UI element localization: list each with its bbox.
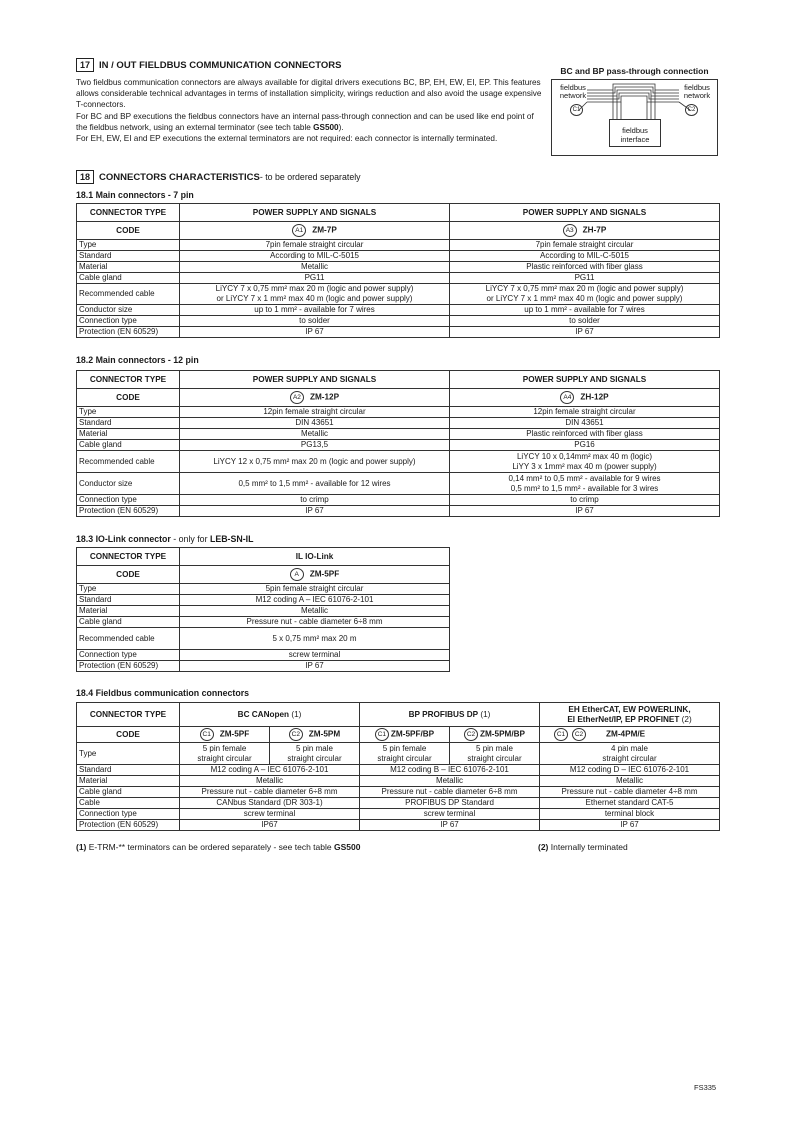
code-cell — [540, 727, 720, 743]
line: or LiYCY 7 x 1 mm² max 40 m (logic and power supply) — [216, 294, 413, 303]
cell: DIN 43651 — [180, 418, 450, 429]
cell: screw terminal — [360, 809, 540, 820]
badge-icon: A — [290, 568, 304, 581]
footnote-number: (1) — [76, 842, 87, 852]
text — [542, 715, 717, 725]
pass-through-diagram — [551, 66, 718, 156]
code: ZM-4PM/E — [606, 729, 646, 739]
note: (2) — [679, 714, 692, 724]
cell — [360, 743, 450, 765]
tech-table-ref: GS500 — [333, 842, 361, 852]
code-cell — [450, 222, 720, 240]
code: ZH-7P — [582, 225, 607, 235]
cell: M12 coding A – IEC 61076-2-101 — [180, 595, 450, 606]
line: 0,14 mm² to 0,5 mm² - available for 9 wires — [508, 473, 661, 483]
row-label: Protection (EN 60529) — [77, 661, 180, 672]
code-label: CODE — [77, 727, 180, 743]
row-label: Type — [77, 584, 180, 595]
cell: Metallic — [540, 776, 720, 787]
badge-icon: A4 — [560, 391, 574, 404]
header-col1: POWER SUPPLY AND SIGNALS — [180, 204, 450, 222]
header-connector-type: CONNECTOR TYPE — [77, 204, 180, 222]
code-label: CODE — [77, 566, 180, 584]
row-label: Cable gland — [77, 787, 180, 798]
tech-table-ref: GS500 — [313, 122, 339, 132]
line: 5 pin male — [296, 743, 333, 753]
row-label: Protection (EN 60529) — [77, 327, 180, 338]
cell: IP 67 — [450, 327, 720, 338]
badge-icon: C1 — [554, 728, 568, 741]
code: ZM-5PM — [308, 729, 341, 739]
section-18-heading — [76, 170, 361, 184]
code-cell — [450, 727, 540, 743]
code-cell — [180, 222, 450, 240]
text: BC CANopen — [237, 709, 290, 719]
cell: 7pin female straight circular — [450, 240, 720, 251]
cell: DIN 43651 — [450, 418, 720, 429]
cell: Plastic reinforced with fiber glass — [450, 262, 720, 273]
header-connector-type: CONNECTOR TYPE — [77, 371, 180, 389]
cell — [180, 743, 270, 765]
cell: 0,5 mm² to 1,5 mm² - available for 12 wires — [180, 473, 450, 495]
fieldbus-interface-box — [609, 119, 661, 147]
code-label: CODE — [77, 389, 180, 407]
diagram-title: BC and BP pass-through connection — [560, 66, 709, 76]
interface-label: fieldbus interface — [620, 126, 650, 144]
line: or LiYCY 7 x 1 mm² max 40 m (logic and power supply) — [486, 294, 683, 303]
badge-icon: A2 — [290, 391, 304, 404]
header-col1: POWER SUPPLY AND SIGNALS — [180, 371, 450, 389]
cell: CANbus Standard (DR 303-1) — [180, 798, 360, 809]
cell: Pressure nut - cable diameter 6÷8 mm — [180, 617, 450, 628]
cell: PG11 — [450, 273, 720, 284]
code-cell — [270, 727, 360, 743]
cell: IP 67 — [360, 820, 540, 831]
cell: Metallic — [180, 429, 450, 440]
row-label: Material — [77, 429, 180, 440]
cell: 5 x 0,75 mm² max 20 m — [180, 628, 450, 650]
row-label: Conductor size — [77, 473, 180, 495]
header-col2: POWER SUPPLY AND SIGNALS — [450, 204, 720, 222]
row-label: Standard — [77, 765, 180, 776]
row-label: Material — [77, 606, 180, 617]
cell: Metallic — [180, 262, 450, 273]
code-cell — [450, 389, 720, 407]
row-label: Type — [77, 743, 180, 765]
text: BP PROFIBUS DP — [408, 709, 479, 719]
row-label: Material — [77, 262, 180, 273]
line: straight circular — [197, 753, 252, 763]
badge-icon: A1 — [292, 224, 306, 237]
cell: screw terminal — [180, 650, 450, 661]
code-cell — [180, 389, 450, 407]
cell: M12 coding B – IEC 61076-2-101 — [360, 765, 540, 776]
footnote-text: Internally terminated — [548, 842, 628, 852]
row-label: Conductor size — [77, 305, 180, 316]
cell: PG13,5 — [180, 440, 450, 451]
cell: PG16 — [450, 440, 720, 451]
cell: Metallic — [360, 776, 540, 787]
header-bc-canopen — [180, 703, 360, 727]
cell: Pressure nut - cable diameter 6÷8 mm — [180, 787, 360, 798]
paragraph: Two fieldbus communication connectors are always available for digital drivers executions BC, BP, EH, EW, EI, EP. This features allows considerable technical advantages in terms of installation simplicity, wirings reduction and also avoid the usage expensive T-connectors. — [76, 78, 542, 110]
row-label: Recommended cable — [77, 284, 180, 305]
line: straight circular — [602, 753, 657, 763]
section-title: IN / OUT FIELDBUS COMMUNICATION CONNECTORS — [99, 59, 342, 71]
header-col2: POWER SUPPLY AND SIGNALS — [450, 371, 720, 389]
main-connectors-12pin-table — [76, 370, 720, 517]
text: EH EtherCAT, EW POWERLINK, — [568, 704, 691, 714]
cell: IP 67 — [180, 506, 450, 517]
code: ZM-12P — [309, 392, 340, 402]
cell: Pressure nut - cable diameter 6÷8 mm — [360, 787, 540, 798]
header-bp-profibus — [360, 703, 540, 727]
cell — [450, 473, 720, 495]
fieldbus-connectors-table — [76, 702, 720, 831]
line: 5 pin male — [476, 743, 513, 753]
row-label: Connection type — [77, 809, 180, 820]
io-link-connector-table — [76, 547, 450, 672]
line: 5 pin female — [382, 743, 427, 753]
cell — [270, 743, 360, 765]
header-col1: IL IO-Link — [180, 548, 450, 566]
cell: IP 67 — [180, 327, 450, 338]
main-connectors-7pin-table — [76, 203, 720, 338]
section-number: 17 — [76, 58, 94, 72]
heading-text: 18.3 IO-Link connector — [76, 534, 171, 544]
row-label: Connection type — [77, 495, 180, 506]
badge-icon: C2 — [289, 728, 303, 741]
badge-icon: C2 — [464, 728, 478, 741]
right-network-label: fieldbus network — [683, 83, 711, 100]
cell — [540, 743, 720, 765]
section-number: 18 — [76, 170, 94, 184]
line: LiYCY 10 x 0,14mm² max 40 m (logic) — [516, 451, 652, 461]
footnote-1 — [76, 842, 360, 852]
cell: terminal block — [540, 809, 720, 820]
badge-icon: C2 — [572, 728, 586, 741]
row-label: Type — [77, 407, 180, 418]
cell: to crimp — [450, 495, 720, 506]
line: straight circular — [467, 753, 522, 763]
row-label: Protection (EN 60529) — [77, 820, 180, 831]
line: 0,5 mm² to 1,5 mm² - available for 3 wires — [510, 483, 659, 493]
cell: IP 67 — [450, 506, 720, 517]
cell: Metallic — [180, 776, 360, 787]
text: ). — [338, 122, 344, 132]
cell: to solder — [450, 316, 720, 327]
cell: PG11 — [180, 273, 450, 284]
cell — [180, 284, 450, 305]
code: ZM-5PF — [309, 569, 340, 579]
code: ZM-5PM/BP — [479, 729, 526, 739]
line: 4 pin male — [611, 743, 648, 753]
c2-badge: C2 — [685, 104, 698, 116]
line: straight circular — [287, 753, 342, 763]
cell: 5pin female straight circular — [180, 584, 450, 595]
heading-bold: LEB-SN-IL — [209, 534, 254, 544]
cell: to solder — [180, 316, 450, 327]
section-17-text — [76, 77, 546, 144]
cell: Ethernet standard CAT-5 — [540, 798, 720, 809]
cell: Plastic reinforced with fiber glass — [450, 429, 720, 440]
paragraph: For EH, EW, EI and EP executions the external terminators are not required: each connector is internally terminated. — [76, 134, 498, 144]
subsection-heading: 18.2 Main connectors - 12 pin — [76, 355, 199, 365]
cell: According to MIL-C-5015 — [180, 251, 450, 262]
row-label: Connection type — [77, 316, 180, 327]
row-label: Cable gland — [77, 617, 180, 628]
page-code: FS335 — [694, 1083, 717, 1092]
footnote-2 — [538, 842, 628, 852]
cell: Pressure nut - cable diameter 4÷8 mm — [540, 787, 720, 798]
row-label: Protection (EN 60529) — [77, 506, 180, 517]
cell: M12 coding D – IEC 61076-2-101 — [540, 765, 720, 776]
cell: 12pin female straight circular — [180, 407, 450, 418]
cell: IP 67 — [180, 661, 450, 672]
cell: M12 coding A – IEC 61076-2-101 — [180, 765, 360, 776]
cell: 7pin female straight circular — [180, 240, 450, 251]
row-label: Connection type — [77, 650, 180, 661]
section-title: CONNECTORS CHARACTERISTICS — [99, 171, 260, 183]
row-label: Recommended cable — [77, 628, 180, 650]
code-label: CODE — [77, 222, 180, 240]
cell — [450, 743, 540, 765]
badge-icon: A3 — [563, 224, 577, 237]
row-label: Material — [77, 776, 180, 787]
row-label: Standard — [77, 251, 180, 262]
text: EI EtherNet/IP, EP PROFINET — [567, 714, 680, 724]
cell — [450, 284, 720, 305]
c1-badge: C1 — [570, 104, 583, 116]
footnote-text: E-TRM-** terminators can be ordered separately - see tech table — [86, 842, 334, 852]
cell: PROFIBUS DP Standard — [360, 798, 540, 809]
line: LiYY 3 x 1mm² max 40 m (power supply) — [512, 461, 657, 471]
cell: IP 67 — [540, 820, 720, 831]
badge-icon: C1 — [200, 728, 214, 741]
code: ZM-7P — [312, 225, 337, 235]
header-ethernet — [540, 703, 720, 727]
badge-icon: C1 — [375, 728, 389, 741]
row-label: Standard — [77, 418, 180, 429]
subsection-heading — [76, 534, 253, 544]
code: ZM-5PF/BP — [390, 729, 435, 739]
row-label: Standard — [77, 595, 180, 606]
row-label: Cable gland — [77, 440, 180, 451]
section-17-heading — [76, 58, 341, 72]
cell: IP67 — [180, 820, 360, 831]
code: ZM-5PF — [219, 729, 250, 739]
code: ZH-12P — [580, 392, 609, 402]
left-network-label: fieldbus network — [559, 83, 587, 100]
cell: LiYCY 12 x 0,75 mm² max 20 m (logic and power supply) — [180, 451, 450, 473]
note: (1) — [289, 709, 302, 719]
cell: Metallic — [180, 606, 450, 617]
row-label: Recommended cable — [77, 451, 180, 473]
section-subtitle: - to be ordered separately — [259, 172, 361, 182]
row-label: Cable gland — [77, 273, 180, 284]
heading-sub: - only for — [170, 534, 210, 544]
cell: screw terminal — [180, 809, 360, 820]
cell — [450, 451, 720, 473]
cell: up to 1 mm² - available for 7 wires — [450, 305, 720, 316]
header-connector-type: CONNECTOR TYPE — [77, 548, 180, 566]
line: LiYCY 7 x 0,75 mm² max 20 m (logic and power supply) — [215, 284, 414, 293]
paragraph — [76, 111, 546, 133]
line: 5 pin female — [202, 743, 247, 753]
footnote-number: (2) — [538, 842, 549, 852]
code-cell — [180, 727, 270, 743]
subsection-heading: 18.1 Main connectors - 7 pin — [76, 190, 194, 200]
cell: 12pin female straight circular — [450, 407, 720, 418]
text: For BC and BP executions the fieldbus connectors have an internal pass-through connection and can be used like end point of the fieldbus network, using an external terminator (see tech table — [76, 111, 534, 132]
line: LiYCY 7 x 0,75 mm² max 20 m (logic and power supply) — [485, 284, 684, 293]
code-cell — [180, 566, 450, 584]
cell: up to 1 mm² - available for 7 wires — [180, 305, 450, 316]
code-cell — [360, 727, 450, 743]
cell: to crimp — [180, 495, 450, 506]
cell: According to MIL-C-5015 — [450, 251, 720, 262]
line: straight circular — [377, 753, 432, 763]
header-connector-type: CONNECTOR TYPE — [77, 703, 180, 727]
row-label: Type — [77, 240, 180, 251]
subsection-heading: 18.4 Fieldbus communication connectors — [76, 688, 250, 698]
row-label: Cable — [77, 798, 180, 809]
note: (1) — [478, 709, 491, 719]
